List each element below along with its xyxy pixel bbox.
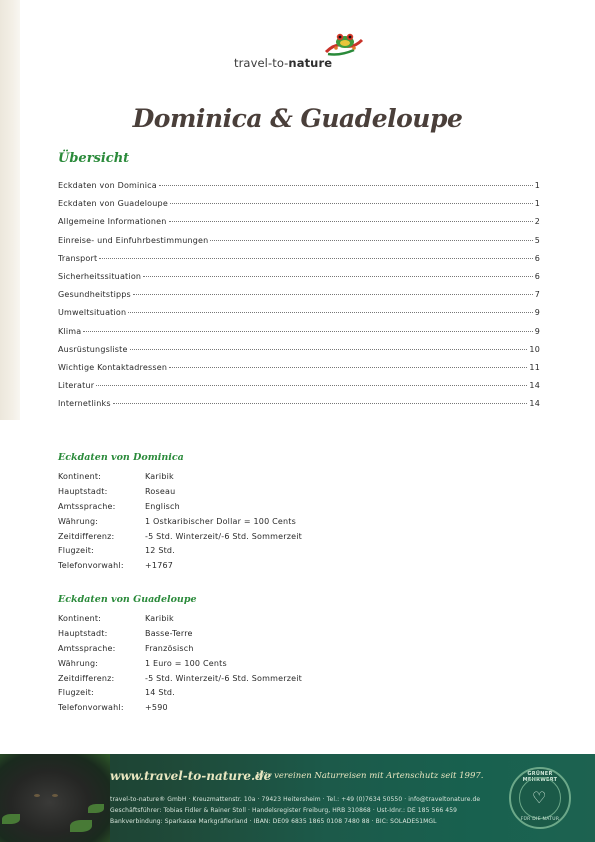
toc-entry-label: Internetlinks	[58, 399, 111, 409]
dominica-heading: Eckdaten von Dominica	[58, 452, 184, 463]
page-footer	[0, 754, 595, 842]
badge-bottom-text: FÜR DIE NATUR	[520, 817, 560, 822]
toc-entry[interactable]	[58, 290, 540, 308]
toc-entry[interactable]	[58, 327, 540, 345]
fact-row	[58, 659, 458, 674]
fact-row	[58, 502, 458, 517]
toc-entry-page: 6	[534, 271, 540, 281]
fact-value: Roseau	[145, 486, 176, 496]
toc-entry[interactable]	[58, 199, 540, 217]
toc-dot-leader	[143, 276, 533, 277]
fact-row	[58, 703, 458, 718]
toc-entry-label: Literatur	[58, 381, 95, 391]
toc-entry-label: Sicherheitssituation	[58, 271, 142, 281]
fact-key: Kontinent:	[58, 614, 102, 623]
guadeloupe-facts	[58, 614, 458, 718]
toc-dot-leader	[210, 240, 532, 241]
fact-value: 1 Ostkaribischer Dollar = 100 Cents	[145, 516, 297, 526]
toc-entry-label: Eckdaten von Guadeloupe	[58, 199, 168, 209]
fact-row	[58, 472, 458, 487]
toc-dot-leader	[159, 185, 533, 186]
toc-entry-label: Einreise- und Einfuhrbestimmungen	[58, 235, 209, 245]
leaf-decoration	[70, 820, 92, 832]
fact-row	[58, 517, 458, 532]
toc-entry[interactable]	[58, 363, 540, 381]
brand-logo[interactable]	[234, 30, 364, 70]
paper-texture-strip	[0, 0, 20, 420]
fact-row	[58, 546, 458, 561]
heart-leaf-icon: ♡	[532, 788, 547, 807]
fact-key: Flugzeit:	[58, 546, 94, 556]
footer-registry-line: Geschäftsführer: Tobias Fidler & Rainer Stoll · Handelsregister Freiburg, HRB 310868 · Ust-Idnr.: DE 185 566 459	[110, 807, 458, 814]
fact-row	[58, 688, 458, 703]
fact-value: Karibik	[145, 472, 174, 481]
fact-row	[58, 487, 458, 502]
toc-entry-label: Eckdaten von Dominica	[58, 181, 157, 190]
badge-top-text: GRÜNER MEHRWERT	[522, 771, 558, 783]
logo-wordmark: travel-to-nature	[234, 56, 333, 70]
fact-key: Währung:	[58, 516, 99, 526]
gorilla-eye	[52, 794, 58, 797]
toc-entry-page: 7	[534, 290, 540, 300]
fact-key: Kontinent:	[58, 472, 102, 481]
toc-entry-page: 9	[534, 308, 540, 318]
toc-entry-page: 1	[534, 181, 540, 190]
fact-value: Französisch	[145, 643, 194, 653]
toc-entry-label: Klima	[58, 326, 82, 336]
toc-entry[interactable]	[58, 236, 540, 254]
fact-row	[58, 561, 458, 576]
fact-value: 1 Euro = 100 Cents	[145, 658, 227, 668]
leaf-decoration	[88, 804, 104, 813]
toc-dot-leader	[130, 349, 528, 350]
toc-entry-page: 6	[534, 253, 540, 263]
fact-value: -5 Std. Winterzeit/-6 Std. Sommerzeit	[145, 673, 302, 683]
toc-dot-leader	[170, 203, 533, 204]
gorilla-eye	[34, 794, 40, 797]
fact-value: Basse-Terre	[145, 628, 193, 638]
toc-entry-page: 11	[529, 362, 540, 372]
toc-entry[interactable]	[58, 181, 540, 199]
toc-dot-leader	[169, 221, 533, 222]
toc-entry[interactable]	[58, 381, 540, 399]
toc-entry-page: 5	[534, 235, 540, 245]
toc-entry-label: Umweltsituation	[58, 308, 127, 318]
toc-dot-leader	[96, 385, 527, 386]
footer-slogan: Wir vereinen Naturreisen mit Artenschutz seit 1997.	[256, 771, 484, 781]
fact-value: 12 Std.	[145, 546, 175, 556]
fact-key: Telefonvorwahl:	[58, 703, 124, 713]
toc-entry-label: Ausrüstungsliste	[58, 344, 128, 354]
dominica-facts	[58, 472, 458, 576]
fact-key: Zeitdifferenz:	[58, 531, 115, 541]
fact-key: Hauptstadt:	[58, 628, 108, 638]
toc-entry[interactable]	[58, 254, 540, 272]
footer-company-line: travel-to-nature® GmbH · Kreuzmattenstr. 10a · 79423 Heitersheim · Tel.: +49 (0)7634 50550 · info@traveltonature.de	[110, 796, 481, 803]
fact-value: Englisch	[145, 501, 180, 511]
guadeloupe-heading: Eckdaten von Guadeloupe	[58, 594, 197, 605]
toc-entry-page: 10	[529, 344, 540, 354]
toc-entry-page: 14	[529, 381, 540, 391]
toc-entry[interactable]	[58, 217, 540, 235]
fact-value: +1767	[145, 561, 174, 571]
toc-dot-leader	[99, 258, 532, 259]
toc-entry-label: Allgemeine Informationen	[58, 217, 167, 227]
leaf-decoration	[2, 814, 20, 824]
fact-row	[58, 629, 458, 644]
toc-entry-page: 14	[529, 399, 540, 409]
toc-entry[interactable]	[58, 399, 540, 417]
table-of-contents	[58, 181, 540, 417]
green-value-badge	[509, 767, 571, 829]
fact-key: Amtssprache:	[58, 501, 116, 511]
toc-entry-page: 2	[534, 217, 540, 227]
footer-website-link[interactable]: www.travel-to-nature.de	[110, 769, 272, 783]
fact-value: +590	[145, 703, 168, 713]
fact-value: 14 Std.	[145, 688, 175, 698]
toc-entry-label: Wichtige Kontaktadressen	[58, 362, 168, 372]
fact-key: Zeitdifferenz:	[58, 673, 115, 683]
document-title: Dominica & Guadeloupe	[132, 104, 463, 133]
toc-entry-label: Gesundheitstipps	[58, 290, 131, 300]
fact-key: Flugzeit:	[58, 688, 94, 698]
toc-entry-page: 1	[534, 199, 540, 209]
fact-key: Währung:	[58, 658, 99, 668]
fact-row	[58, 644, 458, 659]
toc-entry-page: 9	[534, 326, 540, 336]
toc-entry-label: Transport	[58, 253, 98, 263]
toc-dot-leader	[113, 403, 528, 404]
fact-key: Telefonvorwahl:	[58, 561, 124, 571]
toc-entry[interactable]	[58, 272, 540, 290]
footer-bank-line: Bankverbindung: Sparkasse Markgräflerland · IBAN: DE09 6835 1865 0108 7480 88 · BIC: SOLADES1MGL	[110, 818, 437, 825]
toc-entry[interactable]	[58, 308, 540, 326]
fact-row	[58, 532, 458, 547]
toc-entry[interactable]	[58, 345, 540, 363]
fact-value: -5 Std. Winterzeit/-6 Std. Sommerzeit	[145, 531, 302, 541]
toc-dot-leader	[83, 331, 532, 332]
fact-row	[58, 614, 458, 629]
toc-dot-leader	[169, 367, 527, 368]
toc-dot-leader	[128, 312, 532, 313]
toc-dot-leader	[133, 294, 533, 295]
fact-key: Amtssprache:	[58, 643, 116, 653]
overview-heading: Übersicht	[58, 151, 130, 166]
fact-value: Karibik	[145, 614, 174, 623]
fact-row	[58, 674, 458, 689]
gorilla-photo	[0, 754, 110, 842]
fact-key: Hauptstadt:	[58, 486, 108, 496]
